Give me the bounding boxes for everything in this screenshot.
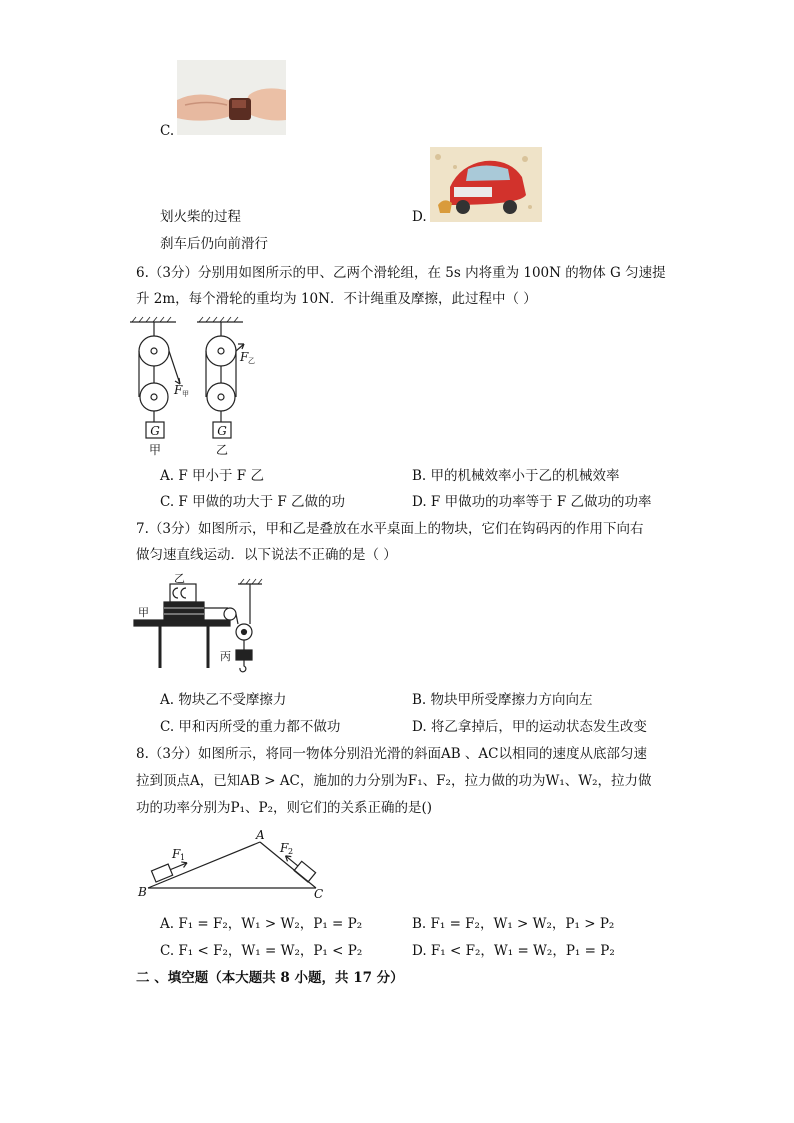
force-f1-label: F bbox=[172, 847, 181, 861]
match-striking-photo bbox=[177, 60, 286, 135]
force-f2-label: F bbox=[280, 841, 289, 855]
vertex-c-label: C bbox=[314, 887, 324, 901]
q5-option-c-text: 划火柴的过程 bbox=[160, 209, 241, 225]
weight-bing-label: 丙 bbox=[220, 650, 231, 663]
q6-stem-line2: 升 2m，每个滑轮的重均为 10N．不计绳重及摩擦，此过程中（ ） bbox=[136, 291, 537, 307]
stacked-blocks-figure bbox=[134, 572, 278, 684]
q8-stem-line3: 功的功率分别为P₁、P₂，则它们的关系正确的是() bbox=[136, 800, 433, 816]
right-weight-label: G bbox=[217, 424, 227, 438]
q8-stem-line1: 8.（3分）如图所示，将同一物体分别沿光滑的斜面AB 、AC以相同的速度从底部匀速 bbox=[136, 746, 648, 762]
q6-option-d: D. F 甲做功的功率等于 F 乙做功的功率 bbox=[412, 494, 652, 510]
system-yi-label: 乙 bbox=[215, 443, 229, 457]
q7-option-c: C. 甲和丙所受的重力都不做功 bbox=[160, 719, 341, 735]
f-jia-label: F bbox=[174, 383, 183, 397]
q5-option-c-label: C. bbox=[160, 123, 175, 139]
force-f2-sub: 2 bbox=[288, 847, 294, 856]
vertex-b-label: B bbox=[138, 885, 147, 899]
pulley-systems-figure bbox=[124, 314, 254, 460]
block-jia-label: 甲 bbox=[138, 606, 149, 619]
q5-option-d-label: D. bbox=[412, 209, 427, 225]
q8-stem-line2: 拉到顶点A，已知AB > AC，施加的力分别为F₁、F₂，拉力做的功为W₁、W₂，拉力做 bbox=[136, 773, 652, 789]
q7-stem-line1: 7.（3分）如图所示，甲和乙是叠放在水平桌面上的物块，它们在钩码丙的作用下向右 bbox=[136, 521, 644, 537]
q6-option-c: C. F 甲做的功大于 F 乙做的功 bbox=[160, 494, 346, 510]
q7-option-a: A. 物块乙不受摩擦力 bbox=[160, 692, 287, 708]
q6-option-b: B. 甲的机械效率小于乙的机械效率 bbox=[412, 468, 620, 484]
q8-option-b: B. F₁ = F₂，W₁ > W₂，P₁ > P₂ bbox=[412, 916, 615, 932]
block-yi-label: 乙 bbox=[174, 572, 185, 585]
incline-planes-figure bbox=[136, 826, 330, 902]
f-jia-sub: 甲 bbox=[182, 390, 189, 398]
q7-stem-line2: 做匀速直线运动．以下说法不正确的是（ ） bbox=[136, 547, 397, 563]
q8-option-d: D. F₁ < F₂，W₁ = W₂，P₁ = P₂ bbox=[412, 943, 615, 959]
q7-option-d: D. 将乙拿掉后，甲的运动状态发生改变 bbox=[412, 719, 647, 735]
q5-option-d-text: 刹车后仍向前滑行 bbox=[160, 236, 268, 252]
system-jia-label: 甲 bbox=[148, 443, 162, 457]
q8-option-c: C. F₁ < F₂，W₁ = W₂，P₁ < P₂ bbox=[160, 943, 363, 959]
left-weight-label: G bbox=[150, 424, 160, 438]
q6-option-a: A. F 甲小于 F 乙 bbox=[160, 468, 264, 484]
q7-option-b: B. 物块甲所受摩擦力方向向左 bbox=[412, 692, 593, 708]
q8-option-a: A. F₁ = F₂，W₁ > W₂，P₁ = P₂ bbox=[160, 916, 363, 932]
vertex-a-label: A bbox=[256, 828, 265, 842]
f-yi-sub: 乙 bbox=[248, 357, 255, 365]
q6-stem-line1: 6.（3分）分别用如图所示的甲、乙两个滑轮组，在 5s 内将重为 100N 的物体 G 匀速提 bbox=[136, 265, 666, 281]
car-braking-photo bbox=[430, 147, 542, 222]
section-2-heading: 二 、填空题（本大题共 8 小题，共 17 分） bbox=[136, 970, 404, 986]
force-f1-sub: 1 bbox=[180, 853, 186, 862]
f-yi-label: F bbox=[240, 350, 249, 364]
